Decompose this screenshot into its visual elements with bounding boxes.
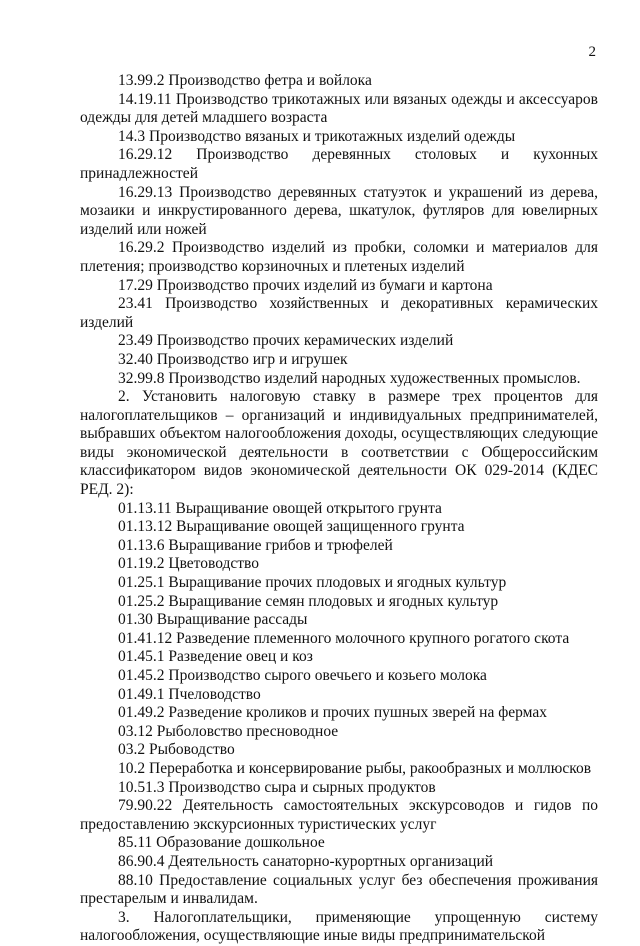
paragraph: 16.29.12 Производство деревянных столовых и кухонных принадлежностей xyxy=(80,146,598,182)
paragraph: 88.10 Предоставление социальных услуг без обеспечения проживания престарелым и инвалидам. xyxy=(80,871,598,908)
paragraph: 01.45.2 Производство сырого овечьего и козьего молока xyxy=(118,667,487,684)
paragraph: 01.49.1 Пчеловодство xyxy=(118,685,261,703)
document-body xyxy=(80,72,598,946)
paragraph: 03.2 Рыбоводство xyxy=(118,741,235,759)
paragraph: 01.25.1 Выращивание прочих плодовых и ягодных культур xyxy=(118,574,507,592)
paragraph: 01.30 Выращивание рассады xyxy=(118,611,308,629)
paragraph: 14.19.11 Производство трикотажных или вязаных одежды и аксессуаров одежды для детей младшего возраста xyxy=(80,90,598,127)
paragraph: 13.99.2 Производство фетра и войлока xyxy=(118,72,372,89)
paragraph: 32.99.8 Производство изделий народных художественных промыслов. xyxy=(118,369,581,387)
paragraph: 17.29 Производство прочих изделий из бумаги и картона xyxy=(118,276,493,294)
paragraph: 16.29.13 Производство деревянных статуэток и украшений из дерева, мозаики и инкрустированного дерева, шкатулок, футляров для ювелирных изделий или ножей xyxy=(80,183,598,238)
paragraph: 23.41 Производство хозяйственных и декоративных керамических изделий xyxy=(80,295,598,331)
paragraph: 2. Установить налоговую ставку в размере трех процентов для налогоплательщиков – организаций и индивидуальных предпринимателей, выбравших объектом налогообложения доходы, осуществляющих следующие виды экономической деятельности в соответствии с Общероссийским классификатором видов экономической деятельности ОК 029-2014 (КДЕС РЕД. 2): xyxy=(80,388,598,499)
paragraph: 03.12 Рыболовство пресноводное xyxy=(118,722,339,740)
paragraph: 10.51.3 Производство сыра и сырных продуктов xyxy=(118,778,436,796)
paragraph: 23.49 Производство прочих керамических изделий xyxy=(118,332,454,350)
paragraph: 01.13.6 Выращивание грибов и трюфелей xyxy=(118,536,393,554)
paragraph: 01.45.1 Разведение овец и коз xyxy=(118,648,313,666)
paragraph: 85.11 Образование дошкольное xyxy=(118,834,325,852)
paragraph: 16.29.2 Производство изделий из пробки, соломки и материалов для плетения; производство корзиночных и плетеных изделий xyxy=(80,239,598,275)
paragraph: 01.19.2 Цветоводство xyxy=(118,555,260,573)
paragraph: 01.13.11 Выращивание овощей открытого грунта xyxy=(118,499,442,517)
paragraph: 3. Налогоплательщики, применяющие упрощенную систему налогообложения, осуществляющие иные виды предпринимательской xyxy=(80,908,598,945)
paragraph: 79.90.22 Деятельность самостоятельных экскурсоводов и гидов по предоставлению экскурсионных туристических услуг xyxy=(80,797,598,833)
paragraph: 86.90.4 Деятельность санаторно-курортных организаций xyxy=(118,852,494,870)
paragraph: 14.3 Производство вязаных и трикотажных изделий одежды xyxy=(118,127,516,145)
page-number: 2 xyxy=(588,44,596,60)
paragraph: 01.41.12 Разведение племенного молочного крупного рогатого скота xyxy=(118,629,570,647)
paragraph: 01.25.2 Выращивание семян плодовых и ягодных культур xyxy=(118,592,499,610)
paragraph: 10.2 Переработка и консервирование рыбы, ракообразных и моллюсков xyxy=(118,759,592,777)
paragraph: 01.49.2 Разведение кроликов и прочих пушных зверей на фермах xyxy=(118,704,547,722)
paragraph: 01.13.12 Выращивание овощей защищенного грунта xyxy=(118,518,465,536)
paragraph: 32.40 Производство игр и игрушек xyxy=(118,350,348,368)
